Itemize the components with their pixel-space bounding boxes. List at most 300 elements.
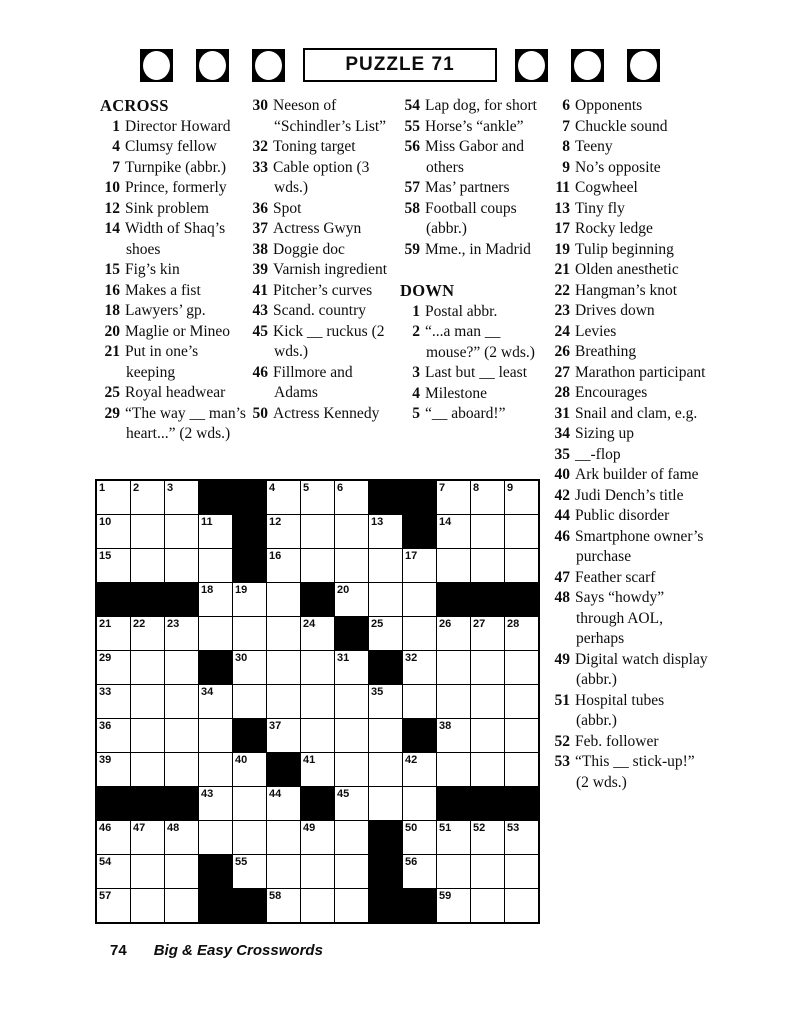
clue-number: 5: [412, 405, 420, 422]
grid-cell[interactable]: [403, 753, 436, 786]
clue: [248, 404, 395, 425]
grid-cell[interactable]: [505, 753, 538, 786]
cell-number: 39: [99, 754, 112, 766]
grid-cell[interactable]: [267, 549, 300, 582]
grid-cell[interactable]: [97, 651, 130, 684]
clue-number: 33: [252, 158, 268, 176]
clue-text: Tiny fly: [575, 199, 625, 217]
clue: [550, 424, 708, 445]
cell-number: 37: [269, 720, 282, 732]
grid-cell[interactable]: [97, 719, 130, 752]
clue: [100, 281, 250, 302]
grid-cell[interactable]: [267, 481, 300, 514]
grid-cell[interactable]: [97, 549, 130, 582]
cell-number: 15: [99, 550, 112, 562]
grid-cell[interactable]: [301, 855, 334, 888]
grid-cell[interactable]: [165, 855, 198, 888]
clue-number: 1: [112, 117, 120, 135]
grid-cell[interactable]: [301, 549, 334, 582]
grid-cell[interactable]: [165, 719, 198, 752]
grid-cell[interactable]: [505, 685, 538, 718]
grid-cell[interactable]: [335, 685, 368, 718]
clue: [550, 219, 708, 240]
clue-number: 2: [412, 323, 420, 340]
grid-cell[interactable]: [267, 515, 300, 548]
clue-text: Sizing up: [575, 425, 634, 442]
clue-number: 58: [404, 199, 420, 217]
grid-block: [403, 515, 436, 548]
grid-block: [267, 753, 300, 786]
cell-number: 11: [201, 516, 213, 528]
clue: [100, 342, 250, 383]
clue: [100, 322, 250, 343]
clue-number: 32: [252, 138, 268, 155]
clue-text: Rocky ledge: [575, 220, 653, 237]
grid-cell[interactable]: [199, 821, 232, 854]
grid-cell[interactable]: [437, 617, 470, 650]
clue: [400, 384, 550, 405]
grid-cell[interactable]: [199, 583, 232, 616]
grid-cell[interactable]: [301, 685, 334, 718]
clue: [400, 199, 550, 240]
clue-number: 13: [554, 199, 570, 217]
cell-number: 51: [439, 822, 452, 834]
book-title: Big & Easy Crosswords: [153, 942, 323, 959]
grid-cell[interactable]: [335, 787, 368, 820]
grid-cell[interactable]: [131, 821, 164, 854]
grid-block: [403, 889, 436, 922]
grid-cell[interactable]: [131, 481, 164, 514]
grid-block: [471, 787, 504, 820]
clue-number: 48: [554, 589, 570, 606]
grid-cell[interactable]: [471, 651, 504, 684]
grid-cell[interactable]: [369, 787, 402, 820]
circle-ornament-icon: [571, 49, 604, 82]
clue-number: 40: [554, 466, 570, 483]
grid-cell[interactable]: [301, 515, 334, 548]
grid-cell[interactable]: [233, 787, 266, 820]
clue-number: 26: [554, 343, 570, 360]
grid-cell[interactable]: [335, 651, 368, 684]
grid-cell[interactable]: [505, 889, 538, 922]
grid-cell[interactable]: [437, 753, 470, 786]
grid-cell[interactable]: [165, 753, 198, 786]
grid-cell[interactable]: [199, 685, 232, 718]
grid-cell[interactable]: [437, 719, 470, 752]
grid-cell[interactable]: [97, 515, 130, 548]
grid-cell[interactable]: [267, 685, 300, 718]
cell-number: 40: [235, 754, 248, 766]
clue-number: 9: [562, 158, 570, 176]
clue: [400, 96, 550, 117]
grid-cell[interactable]: [335, 481, 368, 514]
grid-cell[interactable]: [165, 617, 198, 650]
grid-cell[interactable]: [505, 617, 538, 650]
grid-cell[interactable]: [233, 821, 266, 854]
cell-number: 4: [269, 482, 276, 494]
clue: [100, 158, 250, 179]
clue-text: Toning target: [273, 138, 356, 155]
grid-cell[interactable]: [335, 549, 368, 582]
clue: [550, 527, 708, 568]
cell-number: 12: [269, 516, 282, 528]
clue: [100, 219, 250, 260]
grid-cell[interactable]: [199, 787, 232, 820]
clue-text: Neeson of “Schindler’s List”: [273, 97, 387, 135]
grid-cell[interactable]: [437, 481, 470, 514]
grid-cell[interactable]: [505, 549, 538, 582]
clue: [550, 281, 708, 302]
cell-number: 35: [371, 686, 384, 698]
clue-text: Fig’s kin: [125, 261, 180, 278]
cell-number: 41: [303, 754, 316, 766]
grid-cell[interactable]: [301, 753, 334, 786]
clue: [550, 568, 708, 589]
clue-number: 7: [112, 158, 120, 176]
clue-number: 11: [555, 179, 570, 196]
clue: [400, 178, 550, 199]
clue-number: 41: [252, 281, 268, 299]
clue-number: 43: [252, 302, 268, 319]
clue-text: “__ aboard!”: [425, 405, 506, 422]
clue: [248, 219, 395, 240]
grid-cell[interactable]: [165, 889, 198, 922]
clue-text: Hangman’s knot: [575, 281, 678, 299]
grid-cell[interactable]: [131, 753, 164, 786]
grid-block: [233, 719, 266, 752]
clue-text: Judi Dench’s title: [575, 486, 684, 504]
grid-cell[interactable]: [267, 889, 300, 922]
clue: [550, 199, 708, 220]
clue-text: Kick __ ruckus (2 wds.): [273, 322, 385, 360]
grid-cell[interactable]: [233, 685, 266, 718]
clue-text: Chuckle sound: [575, 117, 668, 135]
clue-number: 50: [252, 404, 268, 422]
clue: [550, 404, 708, 425]
grid-cell[interactable]: [403, 855, 436, 888]
down-heading: DOWN: [400, 281, 455, 300]
clue-text: Smartphone owner’s purchase: [575, 527, 704, 565]
grid-cell[interactable]: [267, 787, 300, 820]
clue: [550, 137, 708, 158]
clue: [550, 506, 708, 527]
clue: [550, 260, 708, 281]
clue: [550, 117, 708, 138]
grid-cell[interactable]: [471, 549, 504, 582]
grid-block: [233, 481, 266, 514]
cell-number: 47: [133, 822, 146, 834]
grid-cell[interactable]: [403, 787, 436, 820]
grid-block: [199, 889, 232, 922]
grid-cell[interactable]: [131, 889, 164, 922]
cell-number: 44: [269, 788, 282, 800]
clue-text: Actress Kennedy: [273, 404, 380, 422]
cell-number: 8: [473, 482, 480, 494]
cell-number: 42: [405, 754, 418, 766]
grid-cell[interactable]: [369, 685, 402, 718]
grid-cell[interactable]: [131, 855, 164, 888]
clue-text: Mme., in Madrid: [425, 240, 531, 258]
cell-number: 46: [99, 822, 112, 834]
clue: [550, 322, 708, 343]
grid-cell[interactable]: [165, 549, 198, 582]
page-number: 74: [110, 942, 127, 959]
clue-text: Lawyers’ gp.: [125, 302, 206, 319]
down-clues-part2: [550, 96, 708, 793]
grid-cell[interactable]: [165, 515, 198, 548]
cell-number: 13: [371, 516, 384, 528]
grid-cell[interactable]: [267, 651, 300, 684]
clue-text: Put in one’s keeping: [125, 343, 199, 381]
clue: [550, 301, 708, 322]
grid-cell[interactable]: [369, 753, 402, 786]
grid-cell[interactable]: [505, 719, 538, 752]
grid-cell[interactable]: [97, 685, 130, 718]
grid-cell[interactable]: [505, 855, 538, 888]
grid-cell[interactable]: [471, 617, 504, 650]
clue-text: Pitcher’s curves: [273, 281, 373, 299]
grid-cell[interactable]: [97, 617, 130, 650]
grid-block: [199, 481, 232, 514]
grid-cell[interactable]: [233, 855, 266, 888]
clue-number: 28: [554, 384, 570, 401]
grid-cell[interactable]: [471, 889, 504, 922]
cell-number: 19: [235, 584, 248, 596]
clue-number: 3: [412, 364, 420, 381]
grid-block: [233, 515, 266, 548]
grid-cell[interactable]: [301, 889, 334, 922]
clue: [550, 732, 708, 753]
grid-cell[interactable]: [301, 821, 334, 854]
clue: [248, 281, 395, 302]
grid-cell[interactable]: [131, 549, 164, 582]
cell-number: 49: [303, 822, 316, 834]
grid-cell[interactable]: [97, 753, 130, 786]
grid-cell[interactable]: [199, 617, 232, 650]
grid-block: [369, 821, 402, 854]
clue: [248, 301, 395, 322]
cell-number: 52: [473, 822, 486, 834]
grid-cell[interactable]: [437, 685, 470, 718]
clue-text: Prince, formerly: [125, 179, 227, 196]
grid-cell[interactable]: [267, 855, 300, 888]
grid-cell[interactable]: [403, 617, 436, 650]
grid-cell[interactable]: [369, 583, 402, 616]
clue-number: 14: [104, 220, 120, 237]
clue-number: 42: [554, 486, 570, 504]
grid-block: [403, 719, 436, 752]
grid-cell[interactable]: [131, 617, 164, 650]
clue-number: 45: [252, 322, 268, 340]
grid-cell[interactable]: [403, 549, 436, 582]
grid-cell[interactable]: [199, 515, 232, 548]
grid-cell[interactable]: [403, 651, 436, 684]
grid-cell[interactable]: [471, 719, 504, 752]
clue: [550, 486, 708, 507]
grid-cell[interactable]: [471, 855, 504, 888]
clue-number: 23: [554, 302, 570, 319]
grid-cell[interactable]: [199, 753, 232, 786]
grid-cell[interactable]: [301, 651, 334, 684]
clue-text: Breathing: [575, 343, 637, 360]
cell-number: 9: [507, 482, 514, 494]
grid-cell[interactable]: [267, 821, 300, 854]
grid-cell[interactable]: [369, 617, 402, 650]
grid-cell[interactable]: [471, 481, 504, 514]
clue-text: “The way __ man’s heart...” (2 wds.): [125, 404, 246, 442]
grid-cell[interactable]: [97, 481, 130, 514]
grid-cell[interactable]: [97, 821, 130, 854]
clue-text: Fillmore and Adams: [273, 363, 353, 401]
grid-cell[interactable]: [267, 719, 300, 752]
grid-cell[interactable]: [165, 685, 198, 718]
clue-number: 15: [104, 261, 120, 278]
grid-cell[interactable]: [335, 821, 368, 854]
clue: [550, 178, 708, 199]
grid-cell[interactable]: [403, 821, 436, 854]
grid-block: [301, 583, 334, 616]
grid-cell[interactable]: [233, 753, 266, 786]
clue-number: 22: [554, 281, 570, 299]
cell-number: 16: [269, 550, 282, 562]
grid-block: [369, 651, 402, 684]
clue-text: Cable option (3 wds.): [273, 158, 370, 196]
grid-cell[interactable]: [505, 821, 538, 854]
grid-cell[interactable]: [233, 617, 266, 650]
grid-block: [505, 787, 538, 820]
clue-number: 53: [554, 753, 570, 770]
cell-number: 6: [337, 482, 344, 494]
clue-number: 4: [412, 384, 420, 402]
clue: [550, 240, 708, 261]
grid-cell[interactable]: [403, 583, 436, 616]
grid-cell[interactable]: [97, 855, 130, 888]
grid-cell[interactable]: [335, 889, 368, 922]
grid-cell[interactable]: [335, 719, 368, 752]
grid-cell[interactable]: [301, 719, 334, 752]
grid-cell[interactable]: [233, 651, 266, 684]
clue-number: 20: [104, 322, 120, 340]
grid-cell[interactable]: [505, 651, 538, 684]
grid-cell[interactable]: [199, 719, 232, 752]
grid-cell[interactable]: [335, 855, 368, 888]
clue: [400, 137, 550, 178]
grid-cell[interactable]: [335, 515, 368, 548]
grid-cell[interactable]: [437, 821, 470, 854]
grid-block: [199, 855, 232, 888]
clue-number: 46: [252, 363, 268, 381]
grid-cell[interactable]: [165, 481, 198, 514]
grid-cell[interactable]: [131, 719, 164, 752]
cell-number: 58: [269, 890, 282, 902]
cell-number: 2: [133, 482, 140, 494]
grid-cell[interactable]: [199, 549, 232, 582]
grid-cell[interactable]: [505, 481, 538, 514]
clue-number: 35: [554, 445, 570, 463]
clue-column-2: [248, 96, 395, 424]
clue: [400, 302, 550, 323]
across-clues-part3: [400, 96, 550, 260]
grid-cell[interactable]: [505, 515, 538, 548]
grid-cell[interactable]: [267, 617, 300, 650]
grid-cell[interactable]: [131, 515, 164, 548]
grid-cell[interactable]: [369, 719, 402, 752]
grid-cell[interactable]: [165, 651, 198, 684]
clue-text: Feather scarf: [575, 568, 656, 586]
grid-cell[interactable]: [165, 821, 198, 854]
grid-cell[interactable]: [471, 753, 504, 786]
clue-text: Hospital tubes (abbr.): [575, 691, 665, 729]
grid-cell[interactable]: [335, 583, 368, 616]
circle-ornament-icon: [140, 49, 173, 82]
across-clues-part1: [100, 117, 250, 445]
grid-cell[interactable]: [233, 583, 266, 616]
grid-cell[interactable]: [437, 889, 470, 922]
ornaments-right: [515, 49, 660, 82]
clue-text: Digital watch display (abbr.): [575, 650, 708, 688]
cell-number: 57: [99, 890, 112, 902]
clue-number: 55: [404, 117, 420, 135]
clue-number: 1: [412, 302, 420, 320]
clue-text: Ark builder of fame: [575, 466, 699, 483]
grid-cell[interactable]: [437, 651, 470, 684]
cell-number: 10: [99, 516, 112, 528]
clue-number: 12: [104, 199, 120, 217]
grid-cell[interactable]: [267, 583, 300, 616]
cell-number: 38: [439, 720, 452, 732]
grid-cell[interactable]: [301, 617, 334, 650]
clue-number: 51: [554, 691, 570, 709]
grid-cell[interactable]: [335, 753, 368, 786]
cell-number: 7: [439, 482, 446, 494]
cell-number: 55: [235, 856, 248, 868]
clue: [400, 363, 550, 384]
grid-cell[interactable]: [369, 549, 402, 582]
ornaments-left: [140, 49, 285, 82]
grid-block: [335, 617, 368, 650]
clue-number: 36: [252, 199, 268, 217]
grid-cell[interactable]: [131, 685, 164, 718]
grid-cell[interactable]: [97, 889, 130, 922]
clue-text: Maglie or Mineo: [125, 322, 231, 340]
grid-cell[interactable]: [471, 515, 504, 548]
grid-cell[interactable]: [369, 515, 402, 548]
clue-number: 25: [104, 384, 120, 401]
clue-number: 27: [554, 363, 570, 381]
clue: [550, 650, 708, 691]
grid-cell[interactable]: [437, 515, 470, 548]
grid-block: [165, 583, 198, 616]
grid-cell[interactable]: [437, 855, 470, 888]
cell-number: 29: [99, 652, 112, 664]
grid-cell[interactable]: [131, 651, 164, 684]
clue-column-1: [100, 96, 250, 445]
clue: [550, 588, 708, 650]
grid-cell[interactable]: [301, 481, 334, 514]
clue: [248, 322, 395, 363]
grid-cell[interactable]: [403, 685, 436, 718]
grid-cell[interactable]: [471, 685, 504, 718]
grid-block: [97, 787, 130, 820]
grid-block: [131, 787, 164, 820]
grid-cell[interactable]: [471, 821, 504, 854]
clue-text: Teeny: [575, 138, 613, 155]
cell-number: 23: [167, 618, 180, 630]
clue-number: 47: [554, 568, 570, 586]
grid-block: [199, 651, 232, 684]
grid-block: [403, 481, 436, 514]
grid-cell[interactable]: [437, 549, 470, 582]
